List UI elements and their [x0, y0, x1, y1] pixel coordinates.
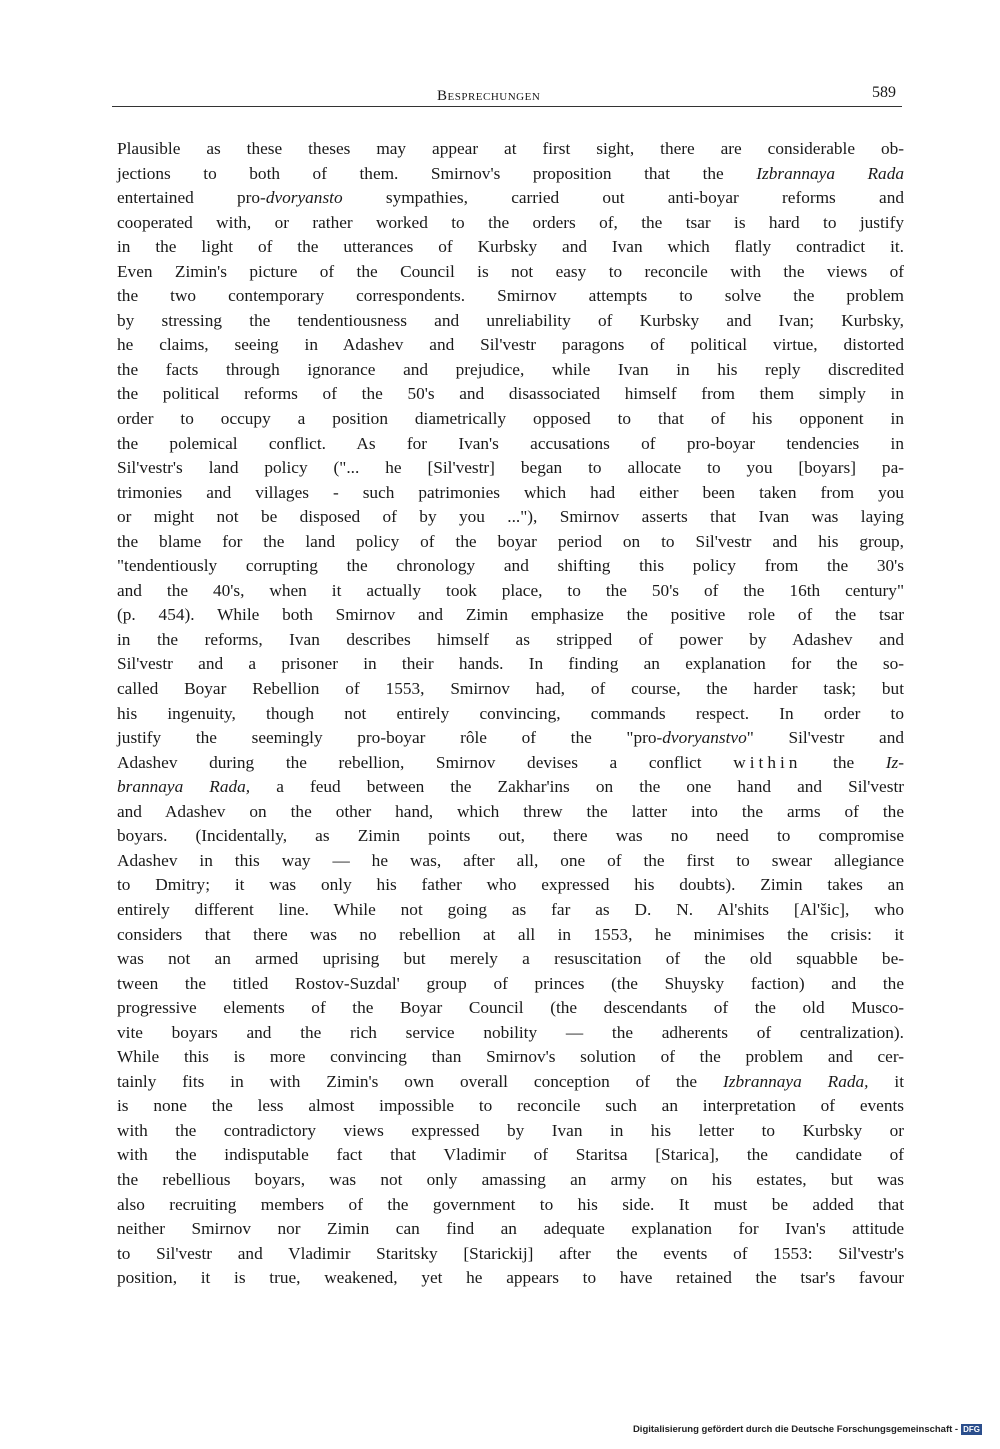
text-segment: While this is more convincing than Smirnov's solution of the problem and cer- — [117, 1047, 904, 1067]
text-segment: in the reforms, Ivan describes himself as stripped of power by Adashev and — [117, 629, 904, 649]
text-segment: Sil'vestr and a prisoner in their hands. In finding an explanation for the so- — [117, 654, 904, 674]
dfg-logo: DFG — [963, 1425, 980, 1434]
text-segment: was not an armed uprising but merely a resuscitation of the old squabble be- — [117, 949, 904, 969]
text-segment: " Sil'vestr and — [746, 728, 904, 748]
text-line — [117, 530, 904, 555]
text-line — [117, 1242, 904, 1267]
italic-segment: dvoryanstvo — [662, 728, 747, 748]
text-line — [117, 652, 904, 677]
text-line — [117, 1094, 904, 1119]
text-segment: and Adashev on the other hand, which threw the latter into the arms of the — [117, 801, 904, 821]
text-segment: justify the seemingly pro-boyar rôle of the "pro- — [117, 728, 663, 748]
italic-segment: Izbrannaya Rada — [756, 163, 904, 183]
text-line — [117, 309, 904, 334]
text-segment: or might not be disposed of by you ..."), Smirnov asserts that Ivan was laying — [117, 507, 904, 527]
text-line — [117, 1070, 904, 1095]
text-line — [117, 456, 904, 481]
running-header — [112, 84, 902, 110]
text-segment: Adashev in this way — he was, after all, one of the first to swear allegiance — [117, 850, 904, 870]
text-segment: considers that there was no rebellion at all in 1553, he minimises the crisis: it — [117, 924, 904, 944]
text-segment: neither Smirnov nor Zimin can find an adequate explanation for Ivan's attitude — [117, 1219, 904, 1239]
italic-segment: Iz- — [885, 752, 904, 772]
running-title: Besprechungen — [437, 88, 541, 104]
text-line — [117, 996, 904, 1021]
header-rule — [112, 106, 902, 107]
text-segment: the facts through ignorance and prejudice, while Ivan in his reply discredited — [117, 359, 904, 379]
text-segment: Even Zimin's picture of the Council is not easy to reconcile with the views of — [117, 261, 904, 281]
italic-segment: dvoryansto — [265, 188, 343, 208]
text-line — [117, 1119, 904, 1144]
text-segment: called Boyar Rebellion of 1553, Smirnov had, of course, the harder task; but — [117, 679, 904, 699]
text-segment: the — [801, 752, 886, 772]
text-line — [117, 898, 904, 923]
text-segment: in the light of the utterances of Kurbsky and Ivan which flatly contradict it. — [117, 237, 904, 257]
text-line — [117, 505, 904, 530]
text-segment: position, it is true, weakened, yet he appears to have retained the tsar's favour — [117, 1268, 904, 1288]
text-segment: a feud between the Zakhar'ins on the one hand and Sil'vestr — [250, 777, 905, 797]
text-line — [117, 1193, 904, 1218]
text-line — [117, 628, 904, 653]
text-line — [117, 751, 904, 776]
text-segment: the blame for the land policy of the boyar period on to Sil'vestr and his group, — [117, 531, 904, 551]
text-line — [117, 579, 904, 604]
text-segment: vite boyars and the rich service nobility — the adherents of centralization). — [117, 1022, 904, 1042]
text-segment: with the contradictory views expressed by Ivan in his letter to Kurbsky or — [117, 1120, 904, 1140]
text-line — [117, 1045, 904, 1070]
text-segment: also recruiting members of the government to his side. It must be added that — [117, 1194, 904, 1214]
text-line — [117, 235, 904, 260]
text-line — [117, 284, 904, 309]
text-line — [117, 554, 904, 579]
text-line — [117, 186, 904, 211]
text-line — [117, 824, 904, 849]
text-segment: cooperated with, or rather worked to the orders of, the tsar is hard to justify — [117, 212, 904, 232]
text-segment: trimonies and villages - such patrimonies which had either been taken from you — [117, 482, 904, 502]
text-line — [117, 481, 904, 506]
text-line — [117, 137, 904, 162]
text-segment: Plausible as these theses may appear at first sight, there are considerable ob- — [117, 139, 904, 158]
text-segment: jections to both of them. Smirnov's proposition that the — [117, 163, 757, 183]
text-line — [117, 162, 904, 187]
text-segment: the polemical conflict. As for Ivan's accusations of pro-boyar tendencies in — [117, 433, 904, 453]
text-segment: entertained pro- — [117, 188, 266, 208]
text-segment: sympathies, carried out anti-boyar reforms and — [342, 188, 904, 208]
text-segment: the political reforms of the 50's and disassociated himself from them simply in — [117, 384, 904, 404]
text-line — [117, 677, 904, 702]
text-line — [117, 849, 904, 874]
text-line — [117, 873, 904, 898]
text-line — [117, 358, 904, 383]
text-segment: the two contemporary correspondents. Smirnov attempts to solve the problem — [117, 286, 904, 306]
text-line — [117, 775, 904, 800]
text-line — [117, 432, 904, 457]
italic-segment: brannaya Rada, — [117, 777, 251, 797]
text-line — [117, 260, 904, 285]
text-line — [117, 972, 904, 997]
text-line — [117, 603, 904, 628]
digitization-credit-text: Digitalisierung gefördert durch die Deutsche Forschungsgemeinschaft - — [632, 1424, 959, 1436]
text-line — [117, 1217, 904, 1242]
text-segment: entirely different line. While not going as far as D. N. Al'shits [Al'šic], who — [117, 899, 904, 919]
spaced-segment: within — [733, 752, 802, 772]
text-segment: to Sil'vestr and Vladimir Staritsky [Starickij] after the events of 1553: Sil'vestr's — [117, 1243, 904, 1263]
digitization-credit — [633, 1424, 982, 1435]
text-segment: boyars. (Incidentally, as Zimin points out, there was no need to compromise — [117, 826, 904, 846]
text-segment: to Dmitry; it was only his father who expressed his doubts). Zimin takes an — [117, 875, 904, 895]
text-segment: order to occupy a position diametrically opposed to that of his opponent in — [117, 409, 904, 429]
text-segment: it — [868, 1071, 904, 1091]
text-segment: with the indisputable fact that Vladimir of Staritsa [Starica], the candidate of — [117, 1145, 904, 1165]
italic-segment: Izbrannaya Rada, — [723, 1071, 869, 1091]
text-segment: Sil'vestr's land policy ("... he [Sil'vestr] began to allocate to you [boyars] pa- — [117, 458, 904, 478]
text-line — [117, 407, 904, 432]
page-number: 589 — [872, 84, 896, 101]
text-line — [117, 382, 904, 407]
text-segment: progressive elements of the Boyar Council (the descendants of the old Musco- — [117, 998, 904, 1018]
text-line — [117, 947, 904, 972]
text-line — [117, 333, 904, 358]
text-segment: "tendentiously corrupting the chronology and shifting this policy from the 30's — [117, 556, 904, 576]
text-line — [117, 923, 904, 948]
text-segment: tween the titled Rostov-Suzdal' group of princes (the Shuysky faction) and the — [117, 973, 904, 993]
text-segment: tainly fits in with Zimin's own overall conception of the — [117, 1071, 724, 1091]
text-segment: by stressing the tendentiousness and unreliability of Kurbsky and Ivan; Kurbsky, — [117, 310, 904, 330]
text-line — [117, 702, 904, 727]
text-line — [117, 800, 904, 825]
text-segment: he claims, seeing in Adashev and Sil'vestr paragons of political virtue, distorted — [117, 335, 904, 355]
text-line — [117, 1143, 904, 1168]
text-segment: (p. 454). While both Smirnov and Zimin emphasize the positive role of the tsar — [117, 605, 904, 625]
text-segment: the rebellious boyars, was not only amassing an army on his estates, but was — [117, 1169, 904, 1189]
text-segment: Adashev during the rebellion, Smirnov devises a conflict — [117, 752, 734, 772]
text-segment: his ingenuity, though not entirely convincing, commands respect. In order to — [117, 703, 904, 723]
text-line — [117, 211, 904, 236]
review-text-block — [117, 137, 904, 1291]
text-line — [117, 1021, 904, 1046]
text-line — [117, 1168, 904, 1193]
text-line — [117, 1266, 904, 1291]
text-line — [117, 726, 904, 751]
text-segment: and the 40's, when it actually took place, to the 50's of the 16th century" — [117, 580, 904, 600]
text-segment: is none the less almost impossible to reconcile such an interpretation of events — [117, 1096, 904, 1116]
